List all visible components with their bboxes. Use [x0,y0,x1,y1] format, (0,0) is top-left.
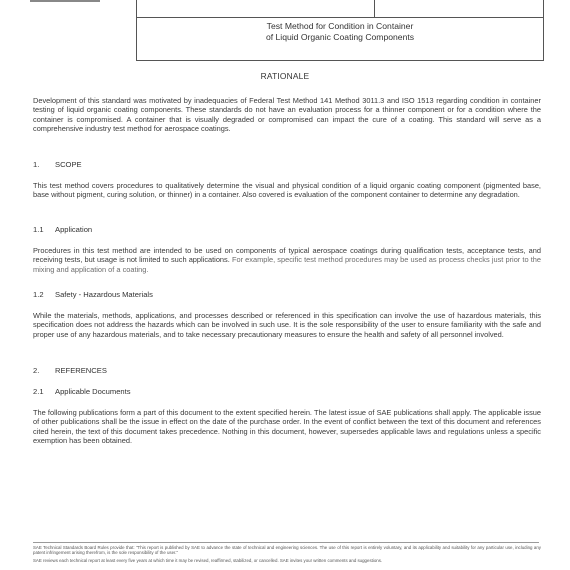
document-title-line2: of Liquid Organic Coating Components [265,32,415,42]
section-1-2-heading [33,290,153,299]
section-1-heading [33,160,82,169]
section-number: 1.2 [33,290,44,299]
section-title: Safety - Hazardous Materials [55,290,153,299]
footnote-divider [33,542,539,543]
section-2-heading [33,366,107,375]
header-id-row [137,0,543,18]
section-number: 1. [33,160,40,169]
document-title-line1: Test Method for Condition in Container [266,21,414,31]
rationale-paragraph: Development of this standard was motivated by inadequacies of Federal Test Method 141 Method 3011.3 and ISO 1513 regarding condition in container testing of liquid organic coating components. These standards do not have an evaluation process for a thinner component or for a condition where the container is compromised. A container that is visually degraded or compromised can impact the cure of a coating. This standard will serve as a comprehensive industry test method for aerospace coatings. [33,96,541,134]
application-paragraph [33,246,541,274]
section-title: SCOPE [55,160,82,169]
section-title: REFERENCES [55,366,107,375]
application-text: Procedures in this test method are intended to be used on components of typical aerospace coatings during qualification tests, acceptance tests, and receiving tests, but usage is not limited to such applications. [33,246,541,265]
applicable-documents-paragraph: The following publications form a part of this document to the extent specified herein. The latest issue of SAE publications shall apply. The applicable issue of other publications shall be the issue in effect on the date of the purchase order. In the event of conflict between the text of this document and references cited herein, the text of this document takes precedence. Nothing in this document, however, supersedes applicable laws and regulations unless a specific exemption has been obtained. [33,408,541,446]
section-title: Application [55,225,93,234]
document-header-box [136,0,544,61]
application-text-muted: For example, specific test method procedures may be used as process checks just prior to the mixing and application of a coating. [33,255,541,274]
section-number: 1.1 [33,225,44,234]
section-title: Applicable Documents [55,387,131,396]
document-title [137,21,543,43]
scope-paragraph: This test method covers procedures to qualitatively determine the visual and physical condition of a liquid organic coating component (pigmented base, base without pigment, curing solution, or thinner) in a container. Also covered is evaluation of the component container to determine any degradation. [33,181,541,200]
section-number: 2. [33,366,40,375]
safety-paragraph: While the materials, methods, applications, and processes described or referenced in this specification can involve the use of hazardous materials, this specification does not address the hazards which can be involved in such use. It is the sole responsibility of the user to ensure familiarity with the safe and proper use of any hazardous materials, and to take necessary precautionary measures to ensure the health and safety of all personnel involved. [33,311,541,339]
header-divider [374,0,375,17]
section-2-1-heading [33,387,131,396]
footnote-sae-rules: SAE Technical Standards Board Rules provide that: "This report is published by SAE to advance the state of technical and engineering sciences. The use of this report is entirely voluntary, and its applicability and suitability for any particular use, including any patent infringement arising therefrom, is the sole responsibility of the user." [33,545,541,556]
rationale-heading: RATIONALE [260,71,310,81]
section-number: 2.1 [33,387,44,396]
footnote-sae-review: SAE reviews each technical report at least every five years at which time it may be revised, reaffirmed, stabilized, or cancelled. SAE invites your written comments and suggestions. [33,558,383,563]
header-logo-mark [30,0,100,2]
section-1-1-heading [33,225,92,234]
